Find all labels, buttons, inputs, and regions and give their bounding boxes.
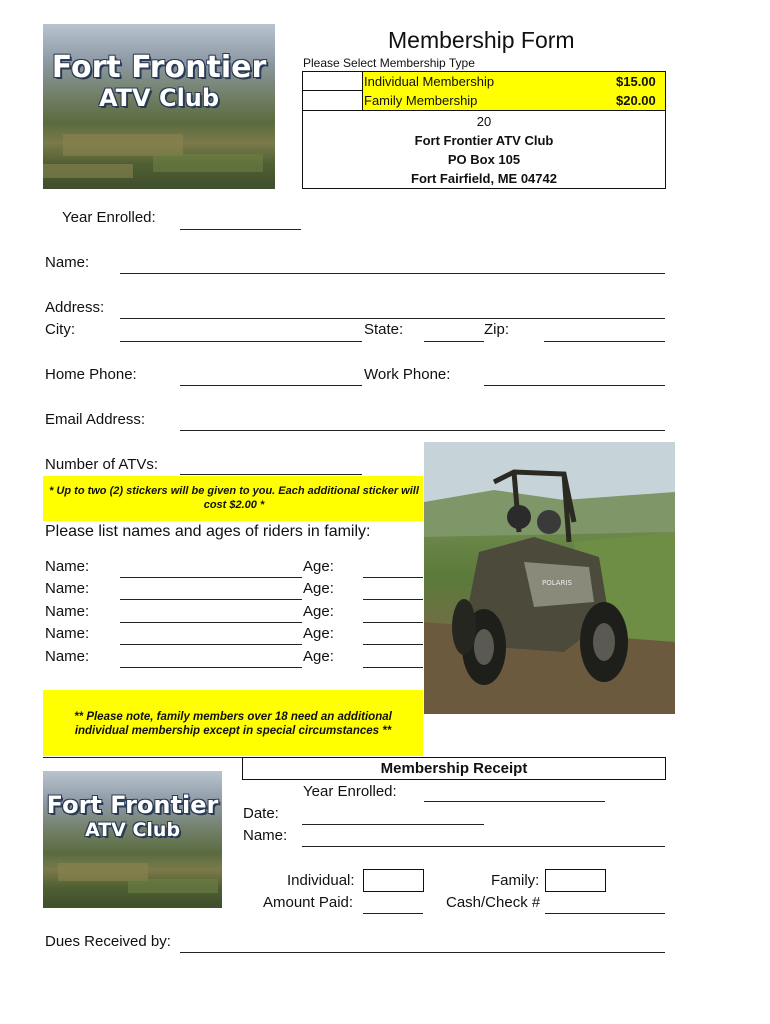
rider-age-field[interactable]: [363, 644, 423, 645]
rider-name-field[interactable]: [120, 644, 302, 645]
rider-age-label: Age:: [303, 648, 334, 665]
zip-field[interactable]: [544, 341, 665, 342]
num-atvs-field[interactable]: [180, 474, 362, 475]
receipt-individual-label: Individual:: [287, 872, 355, 889]
receipt-cash-check-field[interactable]: [545, 913, 665, 914]
individual-membership-price: $15.00: [616, 74, 656, 89]
rider-age-label: Age:: [303, 580, 334, 597]
email-field[interactable]: [180, 430, 665, 431]
atv-brand-text: POLARIS: [542, 579, 572, 587]
work-phone-label: Work Phone:: [364, 366, 451, 383]
zip-label: Zip:: [484, 321, 510, 338]
home-phone-label: Home Phone:: [45, 366, 137, 383]
mailing-year: 20: [476, 114, 492, 129]
atv-photo: [424, 442, 675, 714]
year-enrolled-field[interactable]: [180, 229, 301, 230]
riders-heading: Please list names and ages of riders in family:: [45, 523, 371, 540]
sticker-note: * Up to two (2) stickers will be given to you. Each additional sticker will cost $2.00 *: [49, 485, 419, 511]
family-membership-label: Family Membership: [364, 93, 478, 108]
name-label: Name:: [45, 254, 90, 271]
form-title: Membership Form: [388, 27, 575, 53]
mailing-city: Fort Fairfield, ME 04742: [411, 171, 557, 186]
logo-title-line1: Fort Frontier: [46, 791, 219, 819]
receipt-top-line: [43, 757, 243, 758]
rider-name-label: Name:: [45, 648, 90, 665]
club-logo-bottom: [43, 771, 222, 908]
receipt-date-label: Date:: [243, 805, 279, 822]
receipt-individual-box[interactable]: [363, 869, 424, 892]
city-field[interactable]: [120, 341, 362, 342]
individual-membership-label: Individual Membership: [364, 74, 495, 89]
rider-age-field[interactable]: [363, 599, 423, 600]
rider-name-label: Name:: [45, 603, 90, 620]
family-note: ** Please note, family members over 18 need an additional individual membership except in special circumstances **: [74, 711, 392, 737]
rider-name-label: Name:: [45, 625, 90, 642]
state-label: State:: [364, 321, 404, 338]
logo-title-line2: ATV Club: [84, 819, 181, 841]
rider-name-field[interactable]: [120, 577, 302, 578]
rider-name-field[interactable]: [120, 622, 302, 623]
select-type-label: Please Select Membership Type: [303, 56, 475, 70]
name-field[interactable]: [120, 273, 665, 274]
receipt-family-box[interactable]: [545, 869, 606, 892]
rider-age-field[interactable]: [363, 577, 423, 578]
dues-received-label: Dues Received by:: [45, 933, 171, 950]
mailing-org: Fort Frontier ATV Club: [414, 133, 554, 148]
family-membership-price: $20.00: [616, 93, 656, 108]
receipt-cash-check-label: Cash/Check #: [446, 894, 541, 911]
address-field[interactable]: [120, 318, 665, 319]
family-checkbox[interactable]: [302, 91, 363, 111]
rider-name-field[interactable]: [120, 599, 302, 600]
receipt-amount-paid-field[interactable]: [363, 913, 423, 914]
work-phone-field[interactable]: [484, 385, 665, 386]
rider-name-label: Name:: [45, 558, 90, 575]
club-logo-top: [43, 24, 275, 189]
logo-title-line1: Fort Frontier: [51, 50, 267, 85]
receipt-year-enrolled-field[interactable]: [424, 801, 605, 802]
receipt-amount-paid-label: Amount Paid:: [263, 894, 354, 911]
rider-name-label: Name:: [45, 580, 90, 597]
atv-illustration: [424, 442, 675, 714]
rider-age-field[interactable]: [363, 667, 423, 668]
rider-age-field[interactable]: [363, 622, 423, 623]
rider-age-label: Age:: [303, 603, 334, 620]
year-enrolled-label: Year Enrolled:: [62, 209, 156, 226]
receipt-title: Membership Receipt: [380, 760, 528, 777]
receipt-year-enrolled-label: Year Enrolled:: [303, 783, 397, 800]
address-label: Address:: [45, 299, 105, 316]
receipt-name-label: Name:: [243, 827, 288, 844]
mailing-box: PO Box 105: [447, 152, 521, 167]
email-label: Email Address:: [45, 411, 146, 428]
type-divider: [363, 110, 666, 111]
logo-title-line2: ATV Club: [98, 84, 220, 112]
city-label: City:: [45, 321, 75, 338]
receipt-name-field[interactable]: [302, 846, 665, 847]
receipt-date-field[interactable]: [302, 824, 484, 825]
dues-received-field[interactable]: [180, 952, 665, 953]
individual-checkbox[interactable]: [302, 71, 363, 91]
receipt-family-label: Family:: [491, 872, 540, 889]
rider-name-field[interactable]: [120, 667, 302, 668]
rider-age-label: Age:: [303, 558, 334, 575]
state-field[interactable]: [424, 341, 484, 342]
rider-age-label: Age:: [303, 625, 334, 642]
num-atvs-label: Number of ATVs:: [45, 456, 159, 473]
home-phone-field[interactable]: [180, 385, 362, 386]
